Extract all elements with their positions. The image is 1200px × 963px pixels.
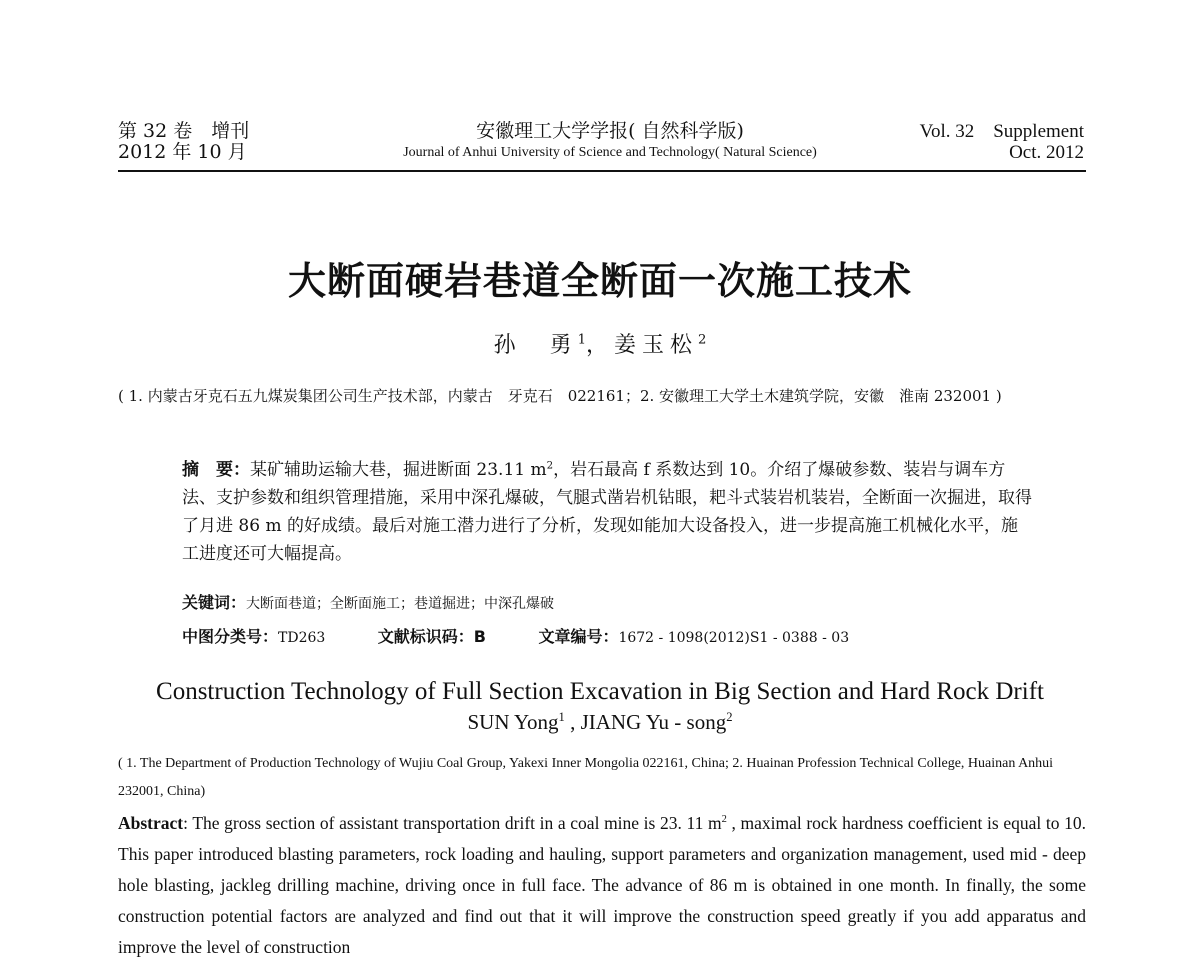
- document-code-value: B: [473, 627, 486, 646]
- paper-title-en: Construction Technology of Full Section Excavation in Big Section and Hard Rock Drift: [156, 678, 1044, 705]
- abstract-en-colon: :: [183, 813, 193, 833]
- clc-number: [182, 627, 326, 646]
- abstract-en-text-1: The gross section of assistant transportation drift in a coal mine is 23. 11 m: [192, 813, 722, 833]
- article-number: [538, 627, 850, 646]
- abstract-en-text-2: , maximal rock hardness coefficient is equal to 10. This paper introduced blasting parameters, rock loading and hauling, support parameters and organization management, used mid - deep hole blasting, jackleg drilling machine, driving once in full face. The advance of 86 m is obtained in one month. In finally, the some construction potential factors are analyzed and find out that it will improve the construction speed greatly if you add apparatus and improve the level of construction: [118, 813, 1086, 957]
- header-date-en: Oct. 2012: [1009, 142, 1084, 163]
- author-1-affil-mark: 1: [577, 332, 586, 348]
- journal-name-en: Journal of Anhui University of Science and Technology( Natural Science): [403, 145, 817, 160]
- author-2-cn: 姜玉松: [614, 333, 699, 358]
- article-number-value: 1672 - 1098(2012)S1 - 0388 - 03: [618, 630, 850, 646]
- document-code: [377, 627, 486, 646]
- authors-en: [0, 710, 1200, 735]
- clc-label: 中图分类号：: [182, 627, 279, 646]
- classification-line: [182, 624, 897, 647]
- header-journal: [340, 121, 880, 163]
- keywords-cn-label: 关键词：: [182, 593, 247, 612]
- paper-title-cn: 大断面硬岩巷道全断面一次施工技术: [287, 258, 912, 303]
- keywords-cn-text: 大断面巷道；全断面施工；巷道掘进；中深孔爆破: [246, 596, 555, 612]
- abstract-cn-label: 摘 要：: [182, 460, 250, 480]
- author-1-en: SUN Yong: [467, 710, 559, 734]
- header-volume-issue: 第 32 卷 增刊: [118, 120, 250, 142]
- abstract-en-sup: 2: [721, 814, 727, 826]
- clc-value: TD263: [278, 630, 326, 646]
- abstract-cn-sup: 2: [546, 460, 554, 472]
- author-separator: ，: [585, 333, 614, 358]
- journal-name-cn: 安徽理工大学学报( 自然科学版): [476, 120, 744, 142]
- keywords-cn: [182, 590, 554, 613]
- header-rule: [118, 170, 1086, 172]
- abstract-en-label: Abstract: [118, 813, 184, 833]
- abstract-en: [118, 808, 1086, 963]
- author-2-affil-mark: 2: [698, 332, 707, 348]
- header-volume-supplement: Vol. 32 Supplement: [919, 121, 1084, 142]
- authors-cn: [0, 328, 1200, 359]
- author-en-separator: ,: [564, 710, 581, 734]
- author-2-en: JIANG Yu - song: [580, 710, 727, 734]
- affiliation-en: ( 1. The Department of Production Technology of Wujiu Coal Group, Yakexi Inner Mongolia 022161, China; 2. Huainan Profession Technical College, Huainan Anhui 232001, China): [118, 756, 1054, 799]
- abstract-cn-text-2: ，岩石最高 f 系数达到 10。介绍了爆破参数、装岩与调车方法、支护参数和组织管理措施，采用中深孔爆破，气腿式凿岩机钻眼，耙斗式装岩机装岩，全断面一次掘进，取得了月进 86 m 的好成绩。最后对施工潜力进行了分析，发现如能加大设备投入，进一步提高施工机械化水平，施工进度还可大幅提高。: [182, 460, 1032, 564]
- abstract-cn: [182, 456, 1032, 568]
- header-date-cn: 2012 年 10 月: [118, 141, 247, 163]
- abstract-cn-text-1: 某矿辅助运输大巷，掘进断面 23.11 m: [250, 460, 547, 480]
- affiliation-cn: ( 1. 内蒙古牙克石五九煤炭集团公司生产技术部，内蒙古 牙克石 022161；2. 安徽理工大学土木建筑学院，安徽 淮南 232001 ): [118, 387, 1002, 405]
- header-volume-en: [880, 121, 1084, 163]
- document-code-label: 文献标识码：: [377, 627, 474, 646]
- author-2-en-affil-mark: 2: [726, 710, 733, 724]
- author-1-cn: 孙 勇: [493, 333, 578, 358]
- header-volume-info: [118, 121, 249, 163]
- article-number-label: 文章编号：: [538, 627, 619, 646]
- author-1-en-affil-mark: 1: [558, 710, 565, 724]
